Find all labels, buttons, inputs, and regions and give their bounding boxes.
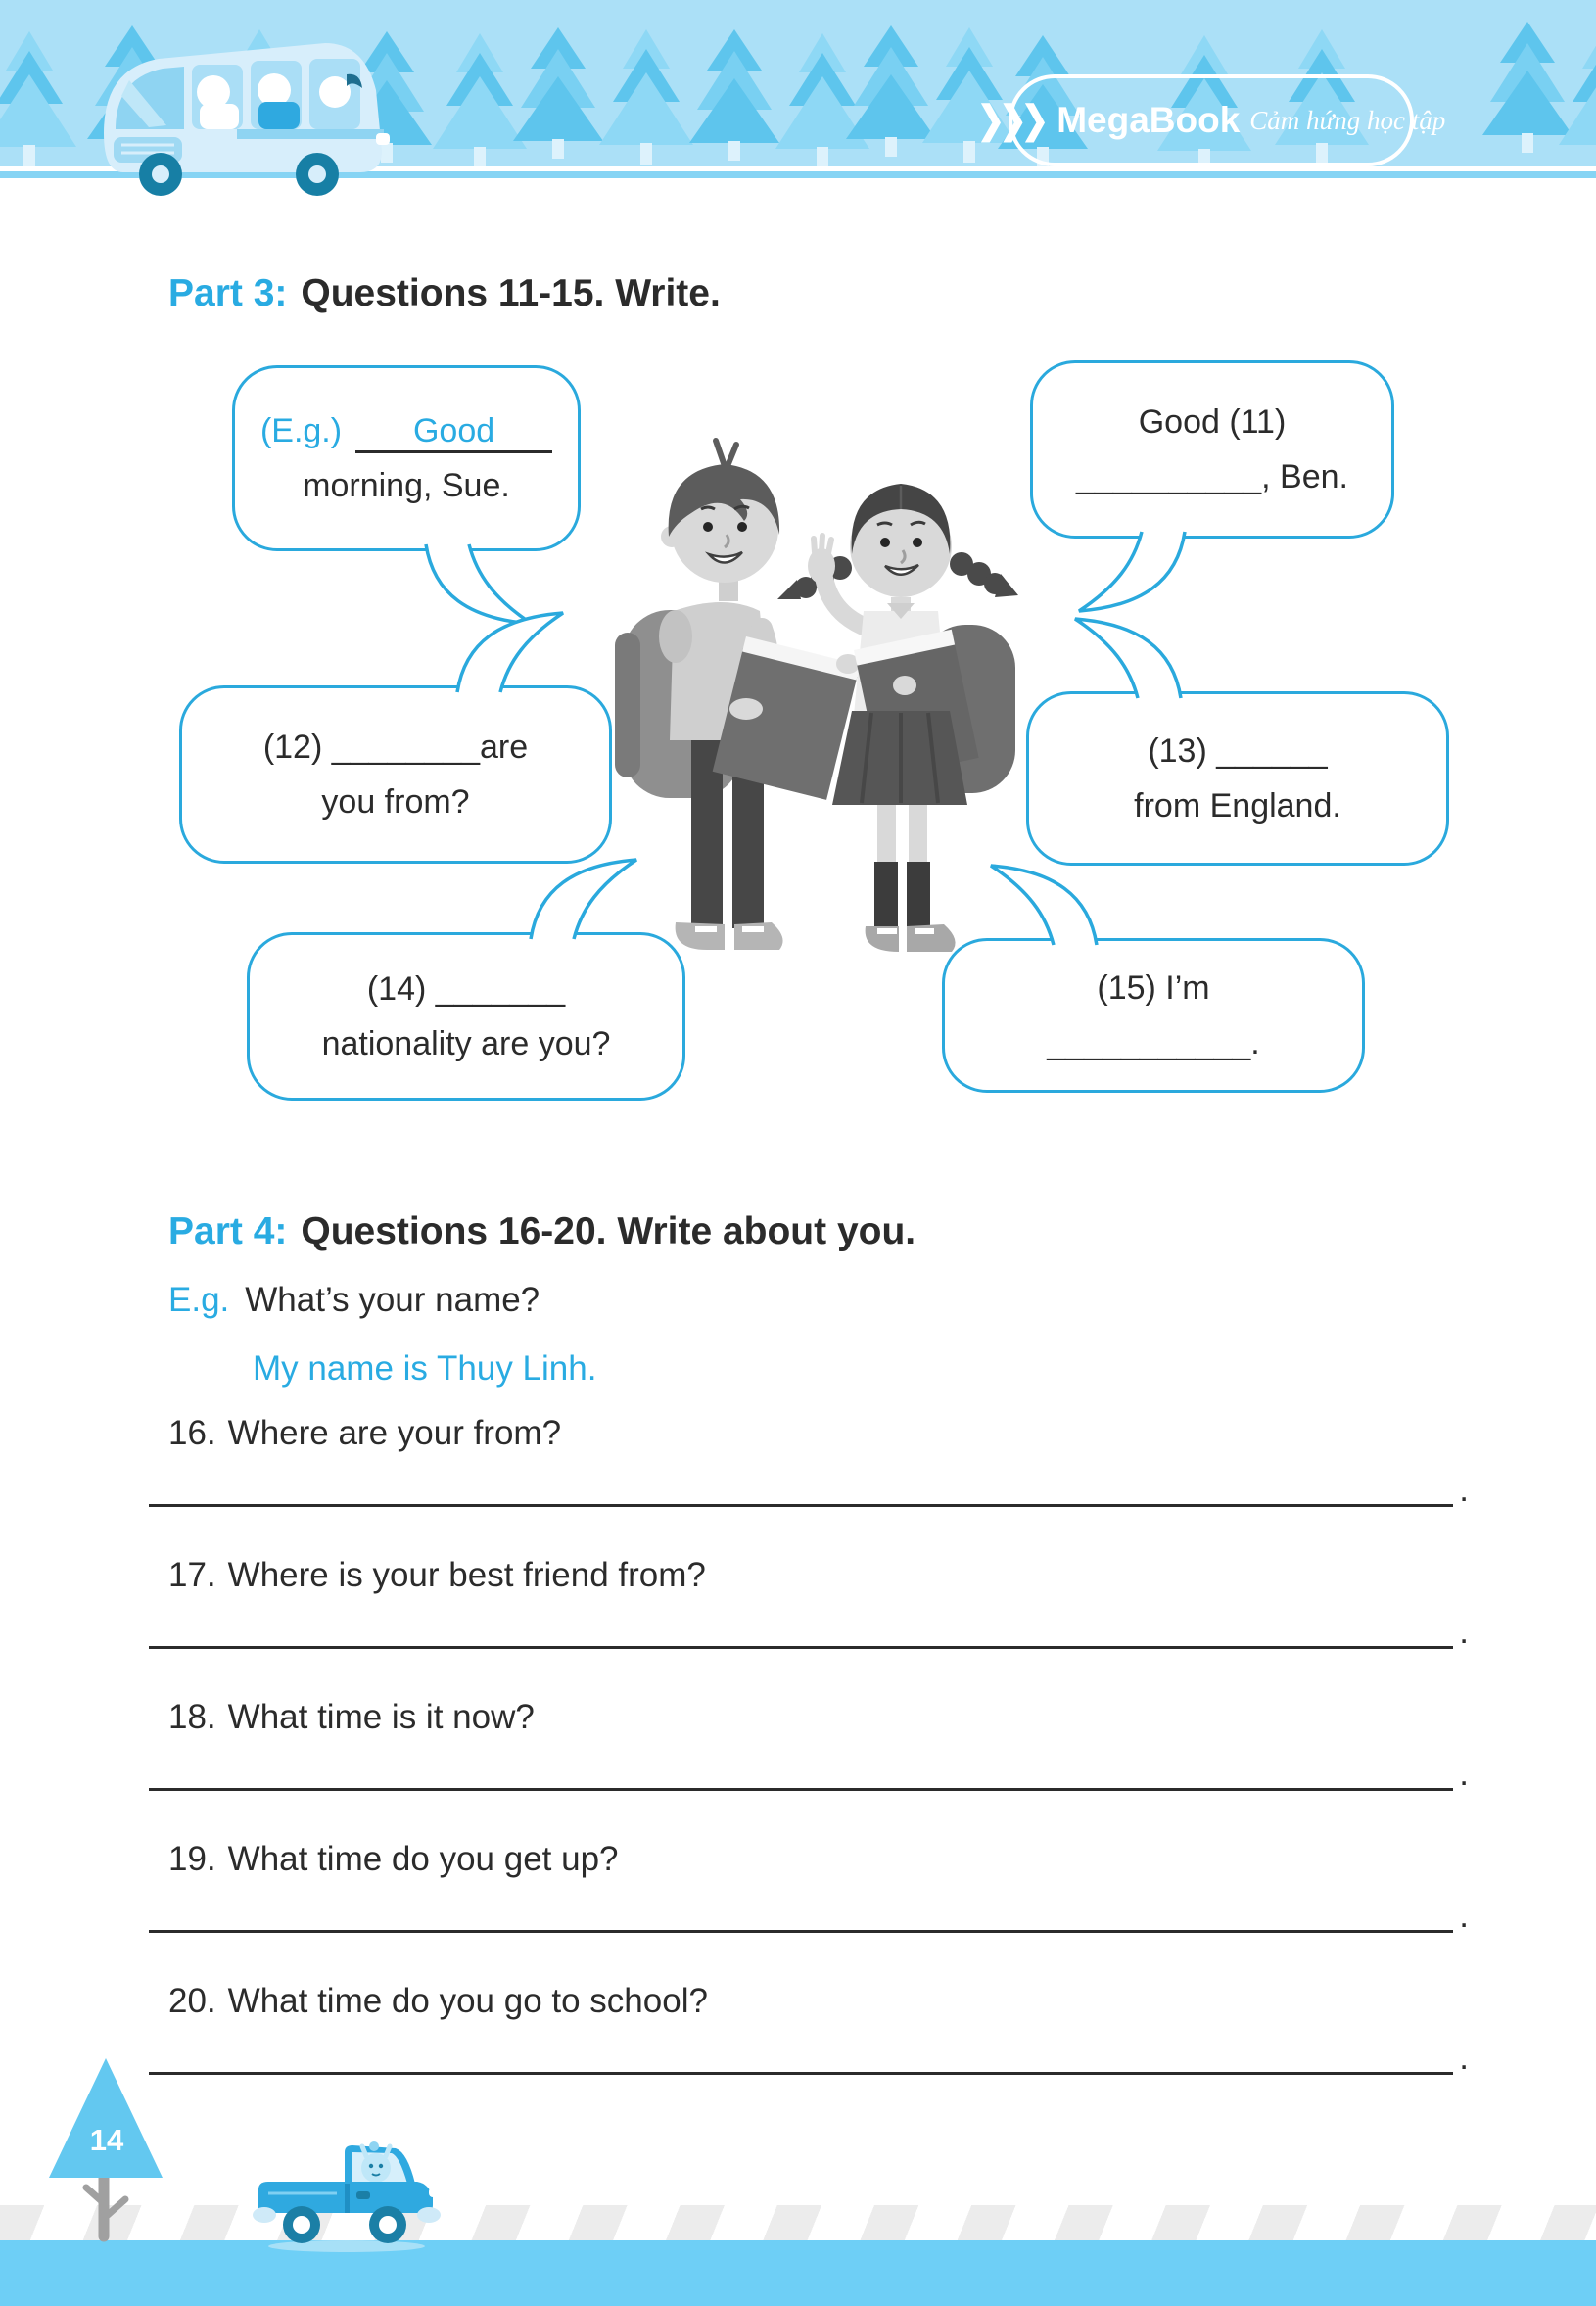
bubble-14-line2: nationality are you? bbox=[321, 1025, 611, 1062]
bubble-15-line2: ___________. bbox=[1047, 1024, 1260, 1061]
question-16-text: Where are your from? bbox=[227, 1414, 562, 1452]
crosswalk-stripes bbox=[0, 2205, 1596, 2240]
bubble-14-line1: (14) _______ bbox=[366, 969, 566, 1008]
speech-bubble-13[interactable] bbox=[1026, 691, 1449, 866]
speech-bubble-11[interactable] bbox=[1030, 360, 1394, 539]
bubble-13-line2: from England. bbox=[1134, 787, 1341, 824]
example-label: E.g. bbox=[168, 1281, 230, 1319]
brand-logo bbox=[976, 74, 1446, 166]
boy-and-girl-talking-icon bbox=[578, 419, 1018, 997]
bubble-11-line1: Good (11) bbox=[1138, 402, 1287, 441]
speech-bubble-example[interactable] bbox=[232, 365, 581, 551]
bubble-11-line2: __________, Ben. bbox=[1076, 458, 1348, 495]
question-17-number: 17. bbox=[168, 1556, 216, 1594]
question-19 bbox=[168, 1840, 619, 1879]
answer-blank-20[interactable] bbox=[149, 2033, 1453, 2075]
question-16 bbox=[168, 1414, 561, 1453]
brand-tagline: Cảm hứng học tập bbox=[1249, 105, 1446, 135]
bubble-tail bbox=[1076, 530, 1189, 613]
example-question: What’s your name? bbox=[245, 1281, 540, 1319]
answer-line-19[interactable]: . bbox=[149, 1891, 1469, 1933]
question-20-number: 20. bbox=[168, 1982, 216, 2020]
bubble-tail bbox=[1072, 617, 1185, 700]
part3-heading bbox=[168, 272, 721, 315]
bubble-example-line1: (E.g.) Good bbox=[260, 403, 552, 458]
example-answer: My name is Thuy Linh. bbox=[253, 1349, 597, 1388]
bubble-13-line1: (13) ______ bbox=[1148, 731, 1328, 770]
bubble-example-line2: morning, Sue. bbox=[303, 467, 510, 504]
footer-band bbox=[0, 2240, 1596, 2306]
question-16-number: 16. bbox=[168, 1414, 216, 1452]
answer-blank-19[interactable] bbox=[149, 1891, 1453, 1933]
pickup-truck-icon bbox=[251, 2141, 443, 2258]
brand-chevrons-icon: ❯❯❯ bbox=[976, 99, 1044, 142]
answer-line-16[interactable]: . bbox=[149, 1465, 1469, 1507]
bubble-12-line1: (12) ________are bbox=[262, 728, 529, 766]
school-bus-icon bbox=[90, 35, 396, 208]
bubble-12-line2: you from? bbox=[321, 783, 470, 821]
part3-title: Questions 11-15. Write. bbox=[301, 272, 721, 314]
question-17 bbox=[168, 1556, 706, 1595]
question-17-text: Where is your best friend from? bbox=[227, 1556, 706, 1594]
question-19-text: What time do you get up? bbox=[227, 1840, 619, 1878]
part4-heading bbox=[168, 1210, 915, 1253]
answer-line-18[interactable]: . bbox=[149, 1749, 1469, 1791]
answer-blank-17[interactable] bbox=[149, 1607, 1453, 1649]
answer-blank-16[interactable] bbox=[149, 1465, 1453, 1507]
bubble-tail bbox=[453, 611, 566, 694]
question-19-number: 19. bbox=[168, 1840, 216, 1878]
question-20-text: What time do you go to school? bbox=[227, 1982, 708, 2020]
part3-label: Part 3: bbox=[168, 272, 288, 314]
bubble-example-answer: Good bbox=[355, 412, 552, 453]
question-18-number: 18. bbox=[168, 1698, 216, 1736]
brand-name: MegaBook bbox=[1056, 100, 1241, 140]
answer-line-17[interactable]: . bbox=[149, 1607, 1469, 1649]
bubble-15-line1: (15) I’m bbox=[1097, 968, 1210, 1007]
part4-label: Part 4: bbox=[168, 1210, 288, 1252]
example-question-row bbox=[168, 1281, 540, 1320]
answer-line-20[interactable]: . bbox=[149, 2033, 1469, 2075]
question-20 bbox=[168, 1982, 708, 2021]
answer-blank-18[interactable] bbox=[149, 1749, 1453, 1791]
page-number: 14 bbox=[89, 2123, 124, 2157]
speech-bubble-12[interactable] bbox=[179, 685, 612, 864]
question-18-text: What time is it now? bbox=[227, 1698, 535, 1736]
question-18 bbox=[168, 1698, 535, 1737]
part4-title: Questions 16-20. Write about you. bbox=[301, 1210, 916, 1252]
